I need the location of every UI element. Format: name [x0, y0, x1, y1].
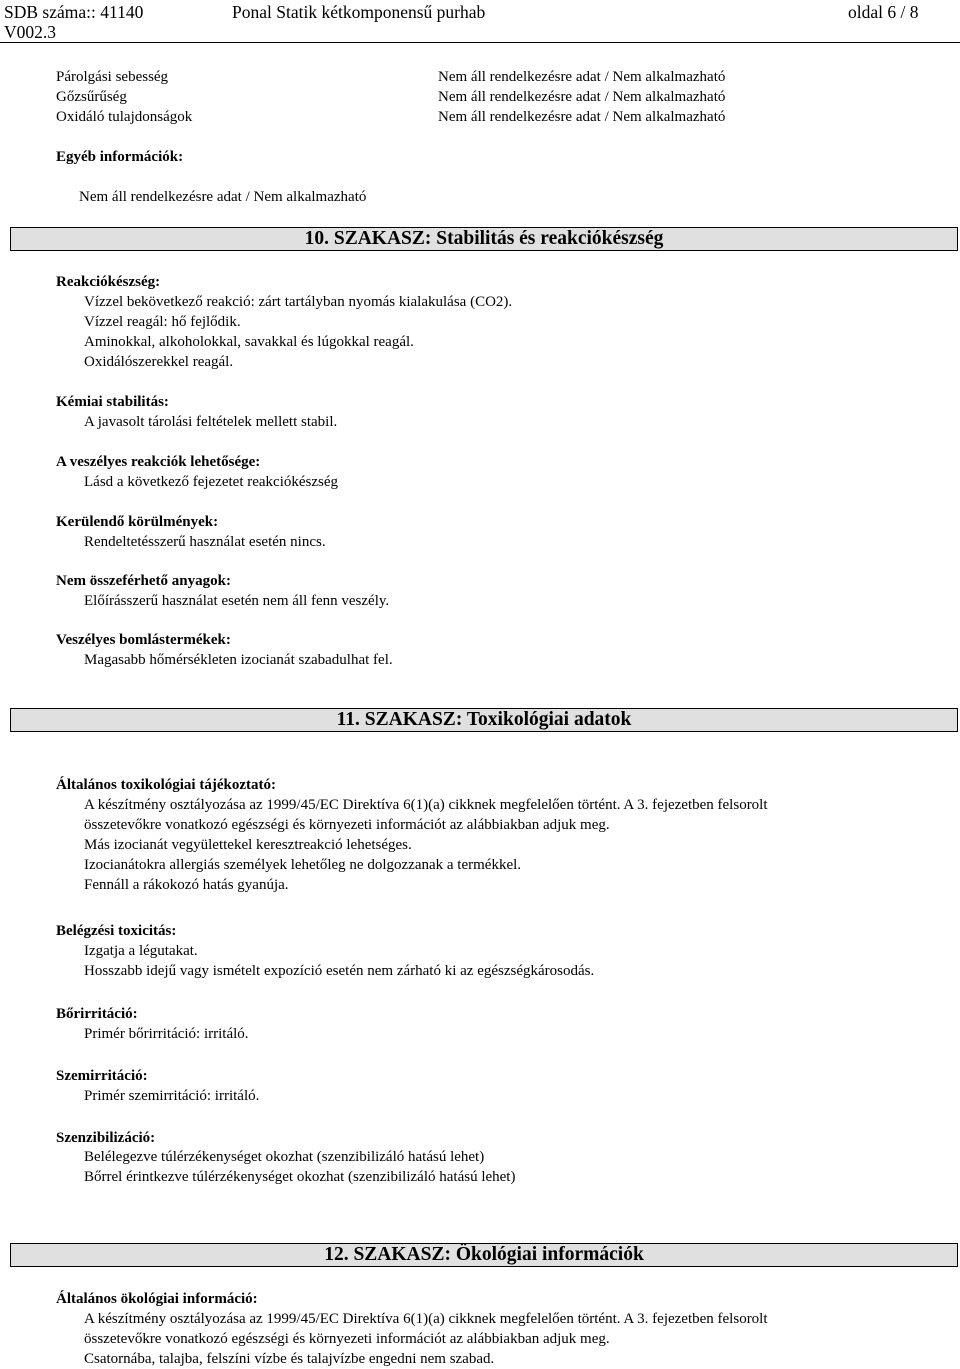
eye-irritation-text: Primér szemirritáció: irritáló.	[84, 1088, 260, 1104]
incompatible-text: Előírásszerű használat esetén nem áll fenn veszély.	[84, 593, 390, 609]
sensitization-line: Belélegezve túlérzékenységet okozhat (szenzibilizáló hatású lehet)	[84, 1149, 485, 1165]
other-info-heading: Egyéb információk:	[56, 149, 184, 165]
reactivity-line: Oxidálószerekkel reagál.	[84, 354, 234, 370]
stability-text: A javasolt tárolási feltételek mellett stabil.	[84, 414, 338, 430]
decomposition-heading: Veszélyes bomlástermékek:	[56, 632, 231, 648]
skin-irritation-heading: Bőrirritáció:	[56, 1006, 138, 1022]
version: V002.3	[4, 22, 57, 42]
eco-general-heading: Általános ökológiai információ:	[56, 1291, 258, 1307]
tox-general-line: Fennáll a rákokozó hatás gyanúja.	[84, 877, 289, 893]
property-value: Nem áll rendelkezésre adat / Nem alkalmazható	[438, 89, 726, 105]
avoid-conditions-heading: Kerülendő körülmények:	[56, 514, 219, 530]
incompatible-heading: Nem összeférhető anyagok:	[56, 573, 231, 589]
tox-general-line: összetevőkre vonatkozó egészségi és környezeti információt az alábbiakban adjuk meg.	[84, 817, 610, 833]
sdb-number: SDB száma:: 41140	[4, 2, 144, 22]
hazardous-reactions-heading: A veszélyes reakciók lehetősége:	[56, 454, 261, 470]
property-label: Párolgási sebesség	[56, 69, 169, 85]
section-11-title: 11. SZAKASZ: Toxikológiai adatok	[336, 709, 632, 730]
reactivity-heading: Reakciókészség:	[56, 274, 161, 290]
property-label: Oxidáló tulajdonságok	[56, 109, 193, 125]
page-number: oldal 6 / 8	[848, 2, 919, 22]
decomposition-text: Magasabb hőmérsékleten izocianát szabadulhat fel.	[84, 652, 393, 668]
section-12-title: 12. SZAKASZ: Ökológiai információk	[324, 1244, 644, 1265]
stability-heading: Kémiai stabilitás:	[56, 394, 169, 410]
eye-irritation-heading: Szemirritáció:	[56, 1068, 148, 1084]
section-10-title: 10. SZAKASZ: Stabilitás és reakciókészség	[304, 228, 664, 249]
inhalation-line: Hosszabb idejű vagy ismételt expozíció esetén nem zárható ki az egészségkárosodás.	[84, 963, 595, 979]
tox-general-line: Izocianátokra allergiás személyek lehetőleg ne dolgozzanak a termékkel.	[84, 857, 522, 873]
property-value: Nem áll rendelkezésre adat / Nem alkalmazható	[438, 69, 726, 85]
tox-general-line: A készítmény osztályozása az 1999/45/EC Direktíva 6(1)(a) cikknek megfelelően történt. A 3. fejezetben felsorolt	[84, 797, 768, 813]
sensitization-heading: Szenzibilizáció:	[56, 1130, 156, 1146]
property-label: Gőzsűrűség	[56, 89, 127, 105]
product-name: Ponal Statik kétkomponensű purhab	[232, 2, 486, 22]
hazardous-reactions-text: Lásd a következő fejezetet reakciókészség	[84, 474, 339, 490]
eco-general-line: A készítmény osztályozása az 1999/45/EC Direktíva 6(1)(a) cikknek megfelelően történt. A 3. fejezetben felsorolt	[84, 1311, 768, 1327]
reactivity-line: Aminokkal, alkoholokkal, savakkal és lúgokkal reagál.	[84, 334, 414, 350]
eco-general-line: Csatornába, talajba, felszíni vízbe és talajvízbe engedni nem szabad.	[84, 1351, 495, 1367]
tox-general-line: Más izocianát vegyülettekel keresztreakció lehetséges.	[84, 837, 412, 853]
avoid-conditions-text: Rendeltetésszerű használat esetén nincs.	[84, 534, 326, 550]
eco-general-line: összetevőkre vonatkozó egészségi és környezeti információt az alábbiakban adjuk meg.	[84, 1331, 610, 1347]
other-info-text: Nem áll rendelkezésre adat / Nem alkalmazható	[79, 189, 367, 205]
header-divider	[0, 42, 960, 43]
property-value: Nem áll rendelkezésre adat / Nem alkalmazható	[438, 109, 726, 125]
reactivity-line: Vízzel reagál: hő fejlődik.	[84, 314, 241, 330]
inhalation-heading: Belégzési toxicitás:	[56, 923, 177, 939]
skin-irritation-text: Primér bőrirritáció: irritáló.	[84, 1026, 249, 1042]
tox-general-heading: Általános toxikológiai tájékoztató:	[56, 777, 276, 793]
inhalation-line: Izgatja a légutakat.	[84, 943, 198, 959]
reactivity-line: Vízzel bekövetkező reakció: zárt tartályban nyomás kialakulása (CO2).	[84, 294, 513, 310]
sensitization-line: Bőrrel érintkezve túlérzékenységet okozhat (szenzibilizáló hatású lehet)	[84, 1169, 516, 1185]
